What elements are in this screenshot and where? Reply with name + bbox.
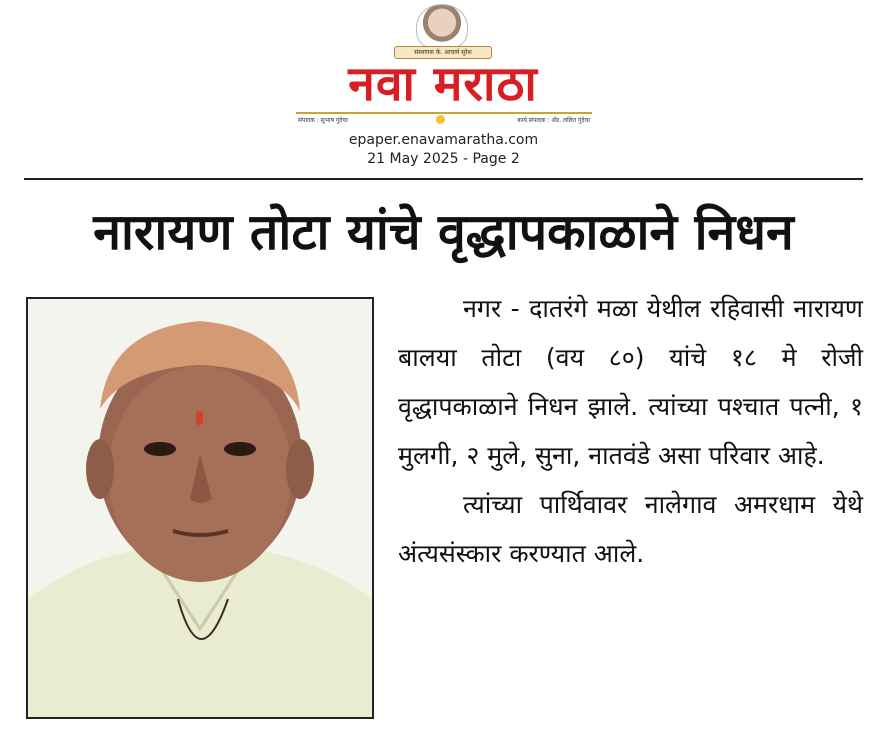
editor-credits <box>296 112 592 126</box>
portrait-photo <box>26 297 374 719</box>
sun-emblem-icon <box>436 115 445 124</box>
exec-editor-credit: कार्य.संपादक : ॲड. ललित गुंदेचा <box>517 117 590 124</box>
article-headline: नारायण तोटा यांचे वृद्धापकाळाने निधन <box>93 203 794 261</box>
founder-ribbon: संस्थापक के. आचार्य सुरेश <box>394 46 492 59</box>
newspaper-logo: नवा मराठा <box>348 56 538 112</box>
article-paragraph: त्यांच्या पार्थिवावर नालेगाव अमरधाम येथे अंत्यसंस्कार करण्यात आले. <box>398 490 863 568</box>
date-page-label: 21 May 2025 - Page 2 <box>367 151 520 167</box>
site-url[interactable]: epaper.enavamaratha.com <box>348 132 539 148</box>
portrait-photo-icon <box>28 299 372 717</box>
header-divider <box>24 178 863 180</box>
masthead <box>0 0 887 180</box>
founder-portrait-icon <box>416 4 468 50</box>
editor-credit: संपादक : सुभाष गुंदेचा <box>298 117 348 124</box>
article-paragraph: नगर - दातरंगे मळा येथील रहिवासी नारायण बालया तोटा (वय ८०) यांचे १८ मे रोजी वृद्धापकाळाने निधन झाले. त्यांच्या पश्चात पत्नी, १ मुलगी, २ मुले, सुना, नातवंडे असा परिवार आहे. <box>398 294 863 470</box>
article-body <box>398 284 863 732</box>
